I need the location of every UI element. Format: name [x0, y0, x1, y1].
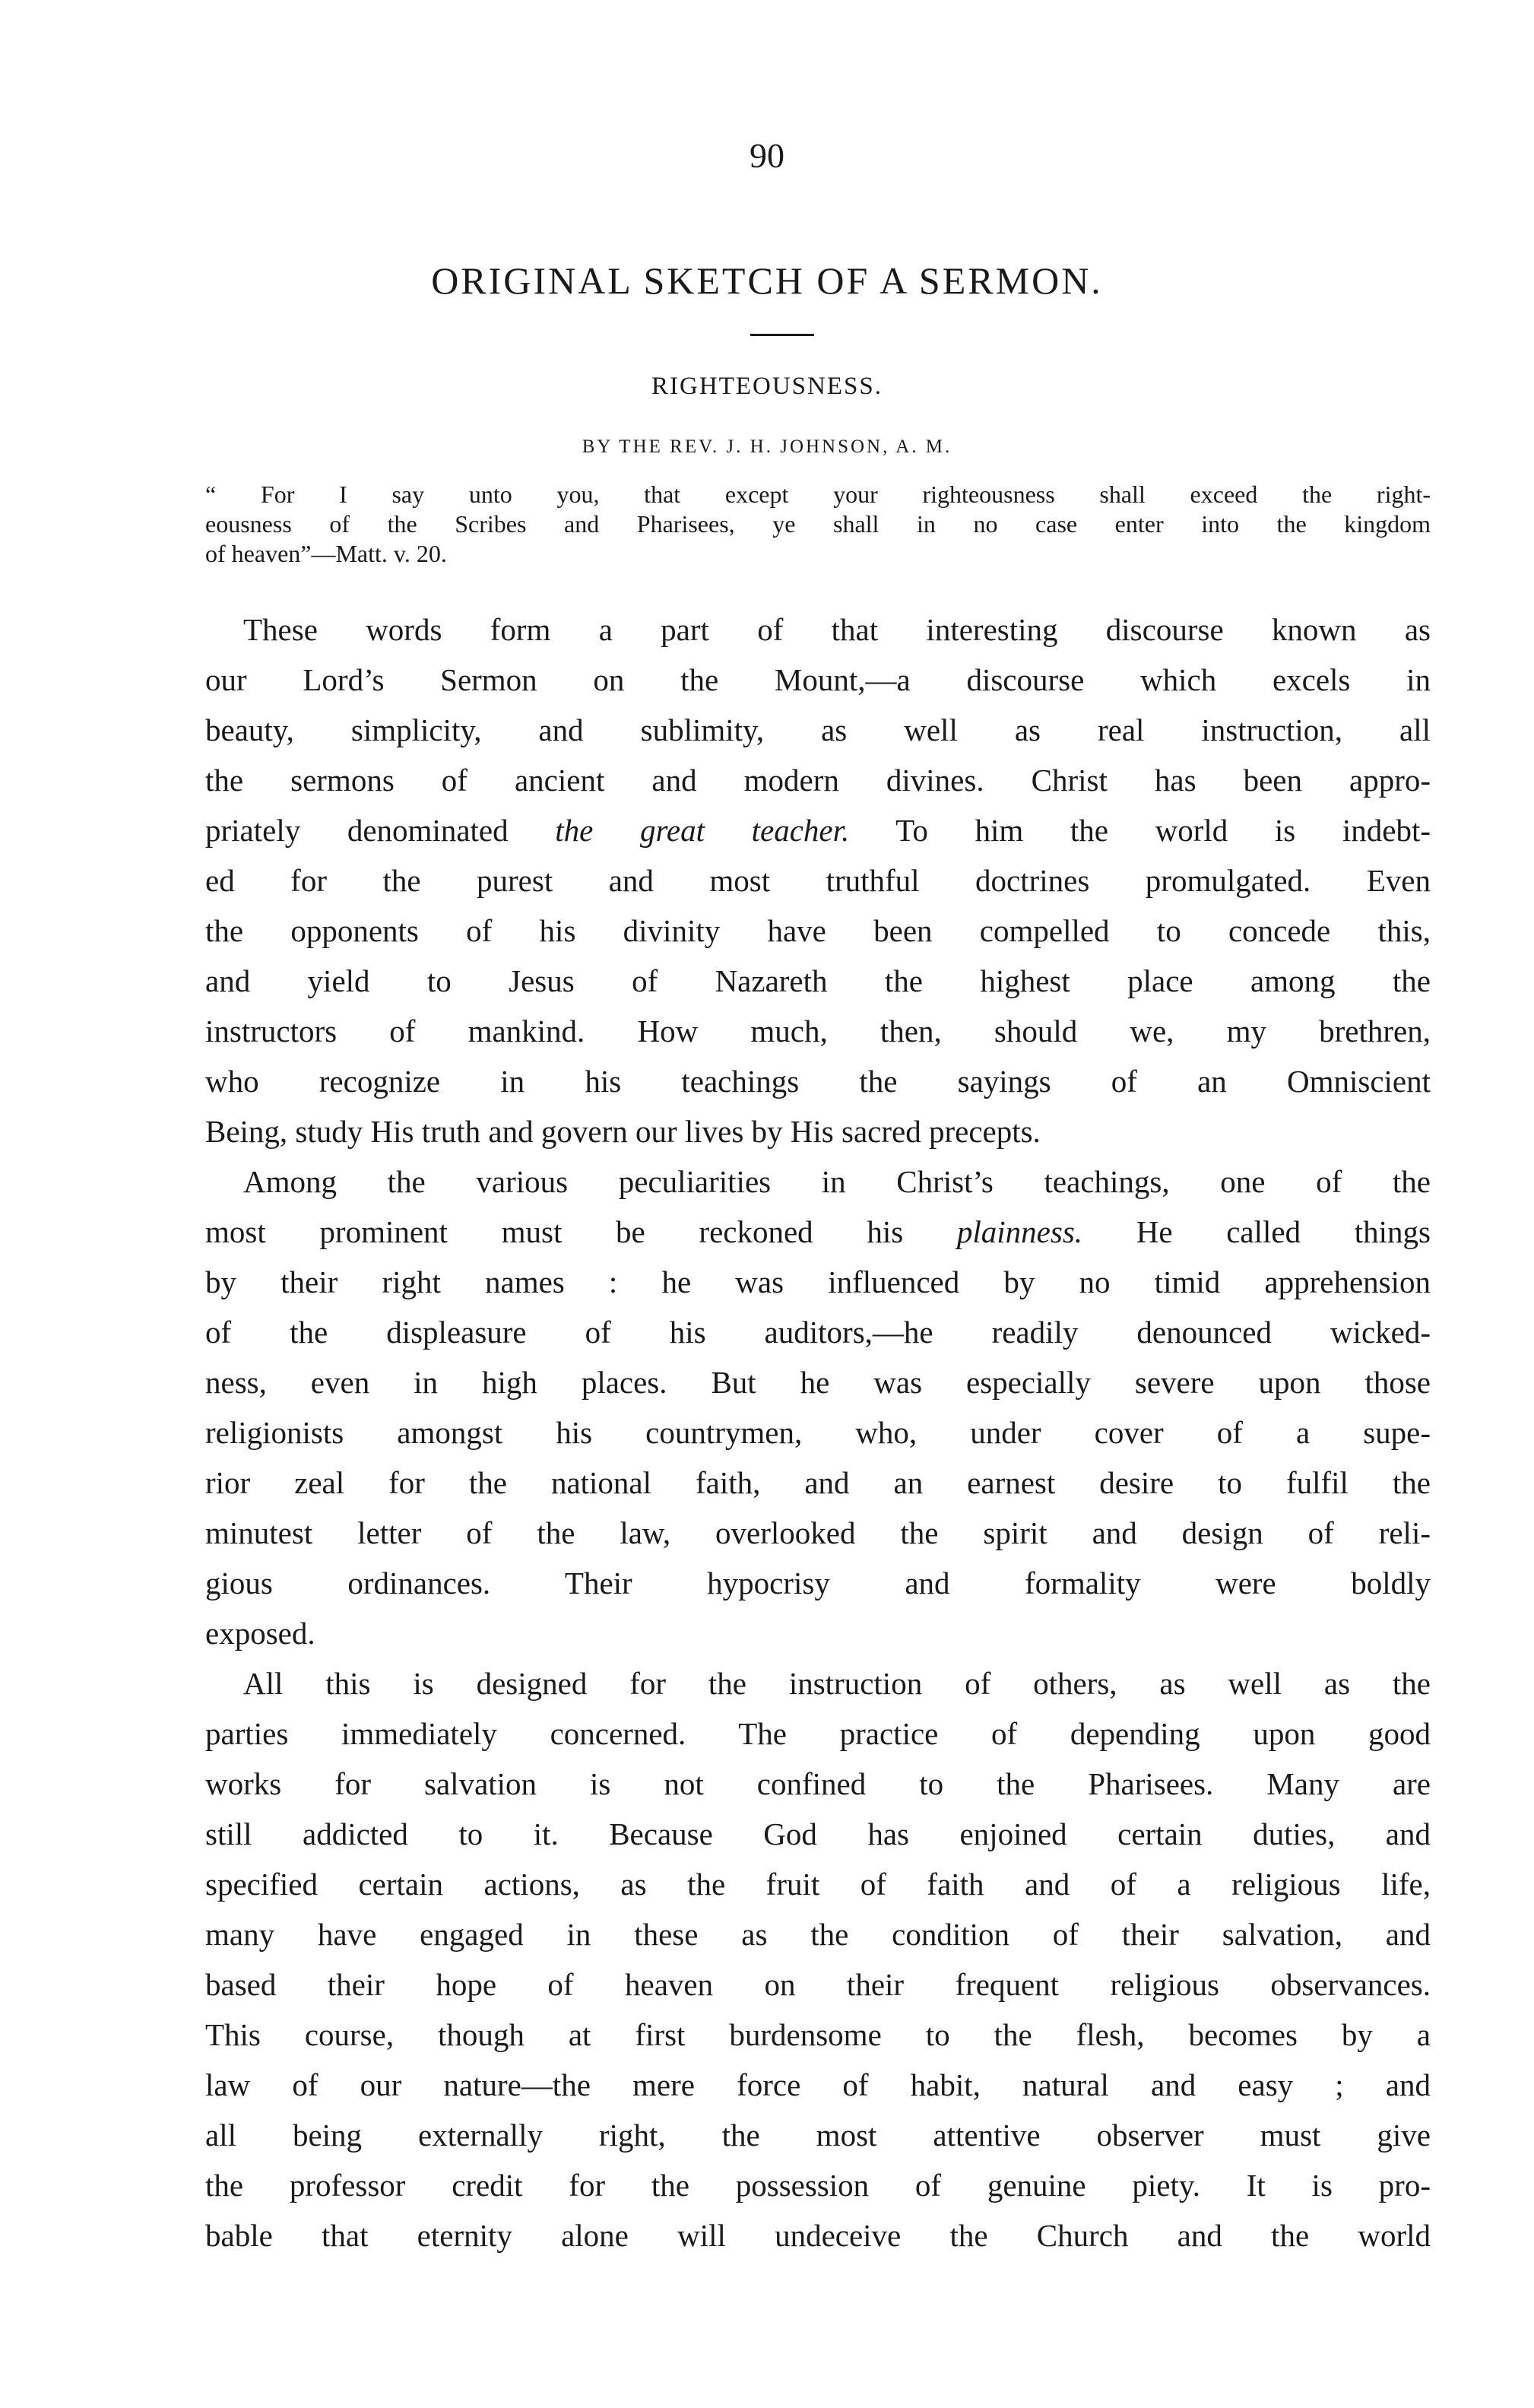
epigraph-line: eousness of the Scribes and Pharisees, ye shall in no case enter into the kingdom [205, 510, 1431, 538]
body-line: based their hope of heaven on their frequent religious observances. [205, 1967, 1431, 2002]
sermon-body [205, 604, 1431, 2260]
body-line: the sermons of ancient and modern divines. Christ has been appro- [205, 763, 1431, 798]
epigraph-line: of heaven”—Matt. v. 20. [205, 540, 447, 567]
emphasis-text: the great teacher. [555, 813, 850, 848]
author-byline: BY THE REV. J. H. JOHNSON, A. M. [582, 436, 952, 457]
body-line: of the displeasure of his auditors,—he readily denounced wicked- [205, 1315, 1431, 1350]
body-line: our Lord’s Sermon on the Mount,—a discourse which excels in [205, 662, 1431, 697]
body-line: many have engaged in these as the condition of their salvation, and [205, 1917, 1431, 1952]
body-line: All this is designed for the instruction of others, as well as the [243, 1666, 1431, 1701]
body-line: rior zeal for the national faith, and an earnest desire to fulfil the [205, 1465, 1431, 1500]
title-divider [750, 334, 814, 336]
emphasis-text: plainness. [956, 1214, 1083, 1249]
body-line: the opponents of his divinity have been compelled to concede this, [205, 913, 1431, 948]
body-line: the professor credit for the possession of genuine piety. It is pro- [205, 2168, 1431, 2203]
body-line: who recognize in his teachings the sayings of an Omniscient [205, 1064, 1431, 1099]
page-number: 90 [750, 136, 784, 175]
body-line-mixed [205, 805, 1431, 855]
body-line: minutest letter of the law, overlooked the spirit and design of reli- [205, 1515, 1431, 1550]
body-line: ness, even in high places. But he was especially severe upon those [205, 1365, 1431, 1400]
body-line: still addicted to it. Because God has enjoined certain duties, and [205, 1816, 1431, 1851]
body-line: beauty, simplicity, and sublimity, as well as real instruction, all [205, 712, 1431, 747]
body-line: bable that eternity alone will undeceive the Church and the world [205, 2218, 1431, 2253]
body-line: works for salvation is not confined to the Pharisees. Many are [205, 1766, 1431, 1801]
body-line: Being, study His truth and govern our lives by His sacred precepts. [205, 1114, 1041, 1149]
body-line: ed for the purest and most truthful doctrines promulgated. Even [205, 863, 1431, 898]
body-line-mixed [205, 1207, 1431, 1257]
body-line: specified certain actions, as the fruit of faith and of a religious life, [205, 1867, 1431, 1902]
body-line: exposed. [205, 1616, 315, 1651]
body-line: law of our nature—the mere force of habit, natural and easy ; and [205, 2067, 1431, 2102]
body-line: These words form a part of that interesting discourse known as [243, 612, 1431, 647]
body-line: by their right names : he was influenced by no timid apprehension [205, 1264, 1431, 1299]
body-text: To him the world is indebt- [895, 813, 1431, 848]
body-line: all being externally right, the most attentive observer must give [205, 2118, 1431, 2153]
scripture-epigraph [205, 480, 1431, 569]
body-line: instructors of mankind. How much, then, should we, my brethren, [205, 1014, 1431, 1049]
body-text: most prominent must be reckoned his [205, 1214, 904, 1249]
body-line: gious ordinances. Their hypocrisy and formality were boldly [205, 1566, 1431, 1601]
body-text: priately denominated [205, 813, 509, 848]
body-line: Among the various peculiarities in Christ’s teachings, one of the [243, 1164, 1431, 1199]
body-line: This course, though at first burdensome to the flesh, becomes by a [205, 2017, 1431, 2052]
body-line: and yield to Jesus of Nazareth the highest place among the [205, 963, 1431, 998]
sermon-subtitle: RIGHTEOUSNESS. [651, 373, 883, 400]
body-line: parties immediately concerned. The practice of depending upon good [205, 1716, 1431, 1751]
article-title: ORIGINAL SKETCH OF A SERMON. [431, 259, 1103, 302]
body-text: He called things [1136, 1214, 1431, 1249]
epigraph-line: “ For I say unto you, that except your righteousness shall exceed the right- [205, 481, 1431, 508]
body-line: religionists amongst his countrymen, who, under cover of a supe- [205, 1415, 1431, 1450]
